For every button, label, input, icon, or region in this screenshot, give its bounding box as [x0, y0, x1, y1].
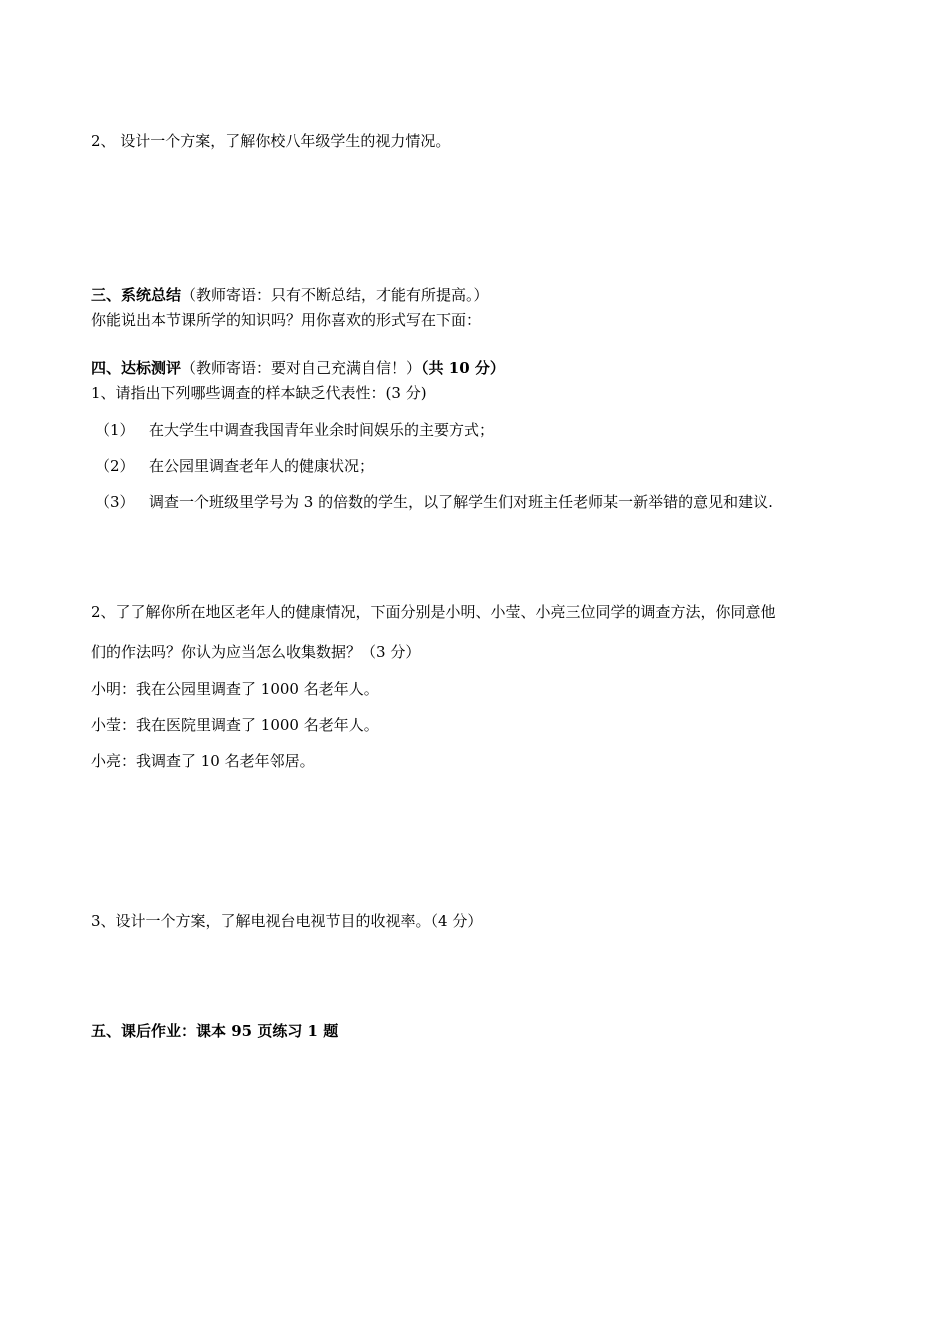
section-3-heading — [91, 285, 489, 305]
q1-item-2-text: 在公园里调查老年人的健康状况； — [149, 457, 375, 475]
section-3-title: 三、系统总结 — [91, 286, 182, 304]
section-3-note: （教师寄语：只有不断总结，才能有所提高。） — [181, 286, 489, 304]
section-4-score: （共 10 分） — [421, 359, 505, 377]
q1-item-3-num: （3） — [95, 493, 135, 511]
section-4-heading — [91, 358, 505, 378]
section-3-prompt: 你能说出本节课所学的知识吗？用你喜欢的形式写在下面： — [91, 311, 482, 329]
section-4-q3: 3、设计一个方案，了解电视台电视节目的收视率。（4 分） — [91, 912, 483, 930]
q2-answer-xiaoying: 小莹：我在医院里调查了 1000 名老年人。 — [91, 716, 379, 734]
q2-answer-xiaoming: 小明：我在公园里调查了 1000 名老年人。 — [91, 680, 379, 698]
question-2-design: 2、 设计一个方案，了解你校八年级学生的视力情况。 — [91, 132, 451, 150]
q1-item-1-text: 在大学生中调查我国青年业余时间娱乐的主要方式； — [149, 421, 495, 439]
q1-item-2 — [95, 456, 374, 476]
q2-answer-xiaoliang: 小亮：我调查了 10 名老年邻居。 — [91, 752, 315, 770]
section-4-q2-stem-line-2: 们的作法吗？你认为应当怎么收集数据？（3 分） — [91, 643, 421, 661]
q1-item-3-text: 调查一个班级里学号为 3 的倍数的学生，以了解学生们对班主任老师某一新举错的意见和建议. — [149, 493, 773, 511]
q1-item-1 — [95, 420, 494, 440]
section-4-q2-stem-line-1: 2、了了解你所在地区老年人的健康情况，下面分别是小明、小莹、小亮三位同学的调查方法，你同意他 — [91, 603, 776, 621]
q1-item-2-num: （2） — [95, 457, 135, 475]
section-5-title: 五、课后作业：课本 95 页练习 1 题 — [91, 1022, 339, 1040]
section-4-q1-stem: 1、请指出下列哪些调查的样本缺乏代表性：(3 分) — [91, 384, 427, 402]
section-4-title: 四、达标测评 — [91, 359, 182, 377]
q1-item-3 — [95, 492, 773, 512]
q1-item-1-num: （1） — [95, 421, 135, 439]
section-4-note: （教师寄语：要对自己充满自信！） — [181, 359, 422, 377]
